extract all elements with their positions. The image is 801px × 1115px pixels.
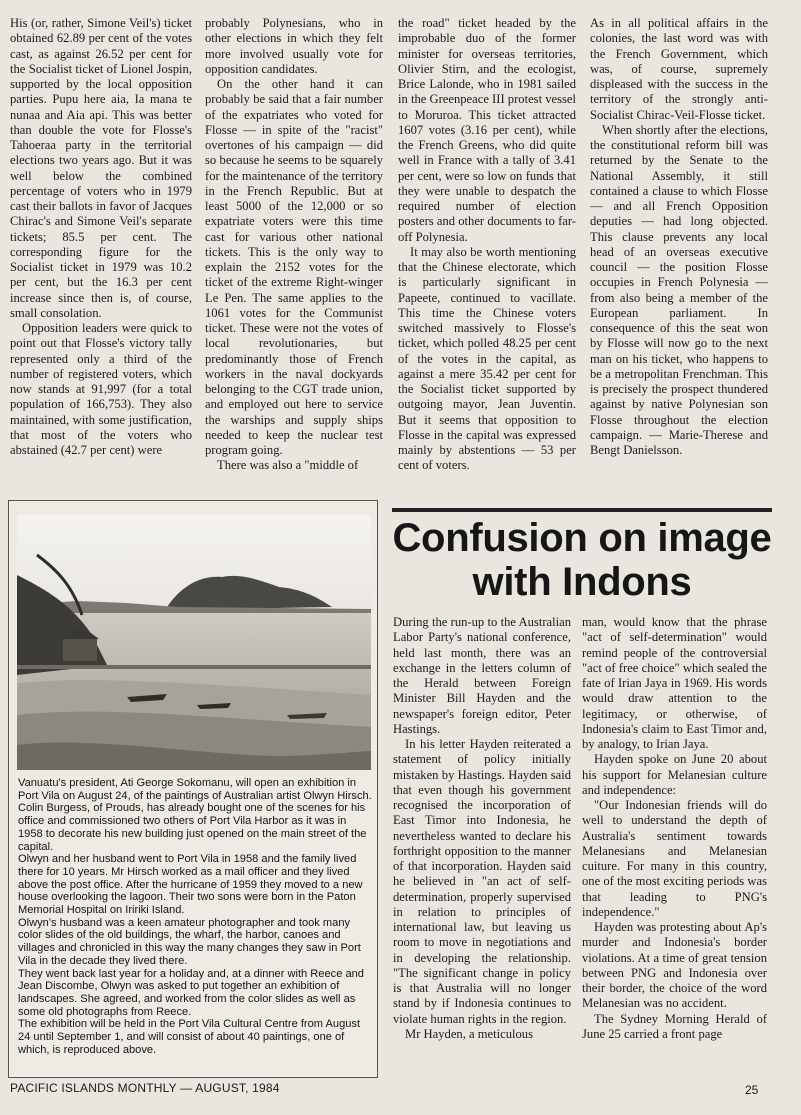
paragraph: man, would know that the phrase "act of self-determination" would remind people of the controversial "act of free choice" which sealed the fate of Irian Jaya in 1969. His words would draw attention to the legitimacy, or otherwise, of Indonesia's claim to East Timor and, by analogy, to Irian Jaya. [582,615,767,751]
article-column-1 [10,16,192,486]
photo-caption [18,777,372,1056]
paragraph: During the run-up to the Australian Labor Party's national conference, held last month, there was an exchange in the letters column of the Herald between Foreign Minister Bill Hayden and the newspaper's foreign editor, Peter Hastings. [393,615,571,736]
paragraph: probably Polynesians, who in other elections in which they felt more involved usually vote for opposition candidates. [205,16,383,76]
paragraph: His (or, rather, Simone Veil's) ticket obtained 62.89 per cent of the votes cast, as against 26.52 per cent for the Socialist ticket of Lionel Jospin, supported by the local opposition parties. Pupu here aia, Ia mana te nunaa and Aia api. This was better than double the vote for Flosse's Tahoeraa party in the territorial elections two years ago. But it was well below the combined percentage of voters who in 1979 cast their ballots in favor of Jacques Chirac's and Simone Veil's separate tickets; 85.5 per cent. The corresponding figure for the Socialist ticket in 1979 was 10.2 per cent, but the 16.3 per cent increase since then is, of course, small consolation. [10,16,192,320]
paragraph: Mr Hayden, a meticulous [405,1026,534,1041]
caption-paragraph: The exhibition will be held in the Port Vila Cultural Centre from August 24 until September 1, and will consist of about 40 paintings, one of which, is reproduced above. [18,1018,361,1056]
paragraph: the road" ticket headed by the improbable duo of the former minister for overseas territories, Olivier Stirn, and the ecologist, Brice Lalonde, who in 1981 sailed in the Greenpeace III protest vessel to Moruroa. This ticket attracted 1607 votes (3.16 per cent), while the French Greens, who did quite well in France with a tally of 3.41 per cent, were so low on funds that they were unable to despatch the required number of election posters and other documents to far-off Polynesia. [398,16,576,244]
photo-box [8,500,378,1078]
paragraph: As in all political affairs in the colonies, the last word was with the French Government, which was, of course, supremely displeased with the success in the territory of the strongly anti-Socialist Chirac-Veil-Flosse ticket. [590,16,768,122]
article-headline: Confusion on image with Indons [392,516,772,604]
paragraph: When shortly after the elections, the constitutional reform bill was returned by the Senate to the National Assembly, it still contained a clause to which Flosse — and all French Opposition deputies — had long objected. This clause prevents any local head of an overseas executive council — the position Flosse occupies in French Polynesia — from also being a member of the European parliament. In consequence of this the seat won by Flosse will now go to the next man on his ticket, who happens to be a metropolitan Frenchman. This is precisely the prospect thundered against by native Polynesian son Flosse throughout the election campaign. — Marie-Therese and Bengt Danielsson. [590,122,768,457]
paragraph: Hayden was protesting about Ap's murder and Indonesia's border violations. At a time of great tension between PNG and Indonesia over their border, the choice of the word Melanesian was no accident. [582,920,767,1011]
article-column-3 [398,16,576,486]
paragraph: The Sydney Morning Herald of June 25 carried a front page [582,1011,767,1041]
paragraph: On the other hand it can probably be said that a fair number of the expatriates who voted for Flosse — in spite of the "racist" overtones of his campaign — did so because he seems to be squarely for the maintenance of the territory in the French Republic. But at least 5000 of the 12,000 or so expatriate voters were this time cast for various other national tickets. This is the only way to explain the 2152 votes for the ticket of the extreme Right-winger Le Pen. The same applies to the 1061 votes for the Communist ticket. These were not the votes of local revolutionaries, but predominantly those of French workers in the naval dockyards belonging to the CGT trade union, and employed out here to service the warships and supply ships needed to keep the nuclear test program going. [205,77,383,457]
article2-column-1 [393,615,571,1075]
caption-paragraph: Olwyn and her husband went to Port Vila in 1958 and the family lived there for 10 years. Mr Hirsch worked as a mail officer and they lived above the post office. After the hurricane of 1959 they moved to a new house overlooking the lagoon. Their two sons were born in the Paton Memorial Hospital on Iririki Island. [18,853,363,917]
paragraph: "Our Indonesian friends will do well to understand the depth of Australia's sentiment towards Melanesians and Melanesian cuiture. For many in this country, one of the most exciting periods was that leading to PNG's independence." [582,798,767,919]
page-number: 25 [745,1083,759,1097]
paragraph: In his letter Hayden reiterated a statement of policy initially mistaken by Hastings. Hayden said that even though his government recognised the incorporation of East Timor into Indonesia, he nevertheless wanted to declare his forthright opposition to the manner of that incorporation. Hayden said he believed in "an act of self-determination, properly supervised in relation to principles of international law, but leaving us room to move in negotiations and in developing the relationship. "The significant change in policy is that Australia will no longer stand by if Indonesia continues to violate human rights in the region. [393,737,571,1026]
paragraph: Opposition leaders were quick to point out that Flosse's victory tally represented only a third of the number of registered voters, which now stands at 91,997 (for a total population of 166,753). They also maintained, with some justification, that most of the voters who abstained (42.7 per cent) were [10,321,192,457]
headline-rule [392,508,772,512]
paragraph: There was also a "middle of [217,458,359,473]
paragraph: Hayden spoke on June 20 about his support for Melanesian culture and independence: [582,752,767,797]
harbor-painting-image [17,515,371,770]
paragraph: It may also be worth mentioning that the Chinese electorate, which is particularly significant in Papeete, continued to vacillate. This time the Chinese voters switched massively to Flosse's ticket, which polled 48.25 per cent of the votes in the capital, as against a mere 35.42 per cent for the Socialist ticket supported by outgoing mayor, Jean Juventin. But it seems that opposition to Flosse in the capital was expressed mainly by abstentions — 53 per cent of voters. [398,244,576,473]
article-column-4 [590,16,768,486]
article2-column-2 [582,615,767,1075]
caption-paragraph: They went back last year for a holiday and, at a dinner with Reece and Jean Discombe, Olwyn was asked to put together an exhibition of landscapes. She agreed, and worked from the color slides as well as some old photographs from Reece. [18,967,364,1018]
caption-paragraph: Olwyn's husband was a keen amateur photographer and took many color slides of the old buildings, the wharf, the harbor, canoes and villages and chronicled in this way the many changes they saw in Port Vila in the decade they lived there. [18,916,361,967]
caption-paragraph: Vanuatu's president, Ati George Sokomanu, will open an exhibition in Port Vila on August 24, of the paintings of Australian artist Olwyn Hirsch. Colin Burgess, of Prouds, has already bought one of the scenes for his office and commissioned two others of Port Vila Harbor as it was in 1958 to decorate his new building just opened on the main street of the capital. [18,777,372,853]
article-column-2 [205,16,383,486]
publication-footer: PACIFIC ISLANDS MONTHLY — AUGUST, 1984 [10,1081,280,1095]
